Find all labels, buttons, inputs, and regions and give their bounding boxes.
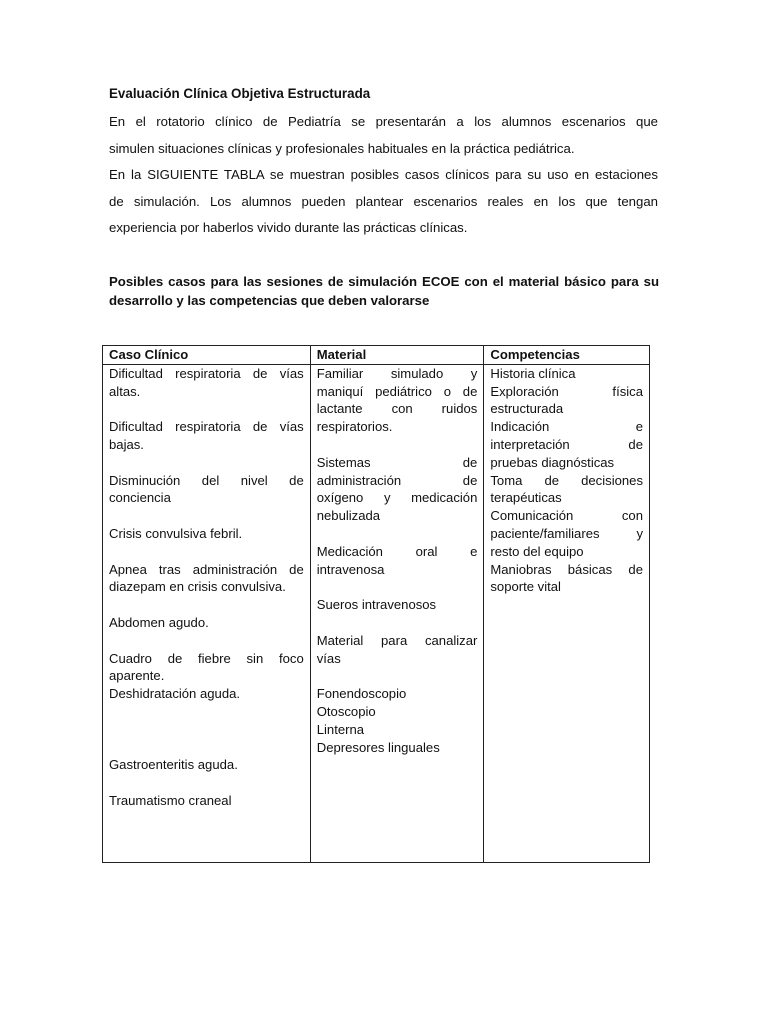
competencia-line: paciente/familiares y [490, 525, 643, 541]
competencia-line: interpretación de [490, 436, 643, 452]
material-line: lactante con ruidos [316, 401, 478, 417]
competencia-line: soporte vital [490, 579, 561, 595]
caso-line: aparente. [109, 668, 165, 684]
cases-table [102, 345, 650, 863]
table-row [103, 364, 650, 862]
caso-line: Dificultad respiratoria de vías [109, 365, 304, 381]
paragraph-line: En la SIGUIENTE TABLA se muestran posibles casos clínicos para su uso en estaciones [109, 167, 658, 182]
material-line: Linterna [316, 721, 365, 737]
competencia-line: Maniobras básicas de [490, 561, 643, 577]
section-heading [109, 272, 659, 310]
intro-paragraph-2 [109, 162, 658, 242]
competencia-line: resto del equipo [490, 543, 584, 559]
document-title: Evaluación Clínica Objetiva Estructurada [109, 86, 371, 101]
section-heading-line: desarrollo y las competencias que deben valorarse [109, 293, 430, 308]
competencia-line: Exploración física [490, 383, 643, 399]
material-line: administración de [316, 472, 478, 488]
material-line: Otoscopio [316, 703, 376, 719]
header-caso-clinico: Caso Clínico [103, 346, 311, 365]
caso-line: Abdomen agudo. [109, 614, 209, 630]
material-line: vías [316, 650, 341, 666]
paragraph-line: de simulación. Los alumnos pueden plantear escenarios reales en los que tengan [109, 193, 658, 209]
material-line: Familiar simulado y [316, 365, 478, 381]
caso-line: Crisis convulsiva febril. [109, 525, 243, 541]
material-line: Medicación oral e [316, 543, 478, 559]
caso-line: Apnea tras administración de [109, 561, 304, 577]
caso-line: diazepam en crisis convulsiva. [109, 579, 286, 595]
section-heading-line: Posibles casos para las sesiones de simulación ECOE con el material básico para su [109, 274, 659, 289]
caso-line: Disminución del nivel de [109, 472, 304, 488]
caso-line: altas. [109, 383, 141, 399]
header-competencias: Competencias [484, 346, 650, 365]
caso-line: Dificultad respiratoria de vías [109, 419, 304, 435]
paragraph-line: simulen situaciones clínicas y profesionales habituales en la práctica pediátrica. [109, 140, 575, 156]
competencia-line: terapéuticas [490, 490, 562, 506]
paragraph-line: En el rotatorio clínico de Pediatría se presentarán a los alumnos escenarios que [109, 114, 658, 129]
caso-line: Deshidratación aguda. [109, 686, 241, 702]
material-line: oxígeno y medicación [316, 490, 478, 506]
header-material: Material [310, 346, 484, 365]
material-line: Sueros intravenosos [316, 597, 437, 613]
table-header-row [103, 346, 650, 365]
caso-line: conciencia [109, 490, 171, 506]
paragraph-line: experiencia por haberlos vivido durante las prácticas clínicas. [109, 220, 468, 235]
caso-line: Gastroenteritis aguda. [109, 757, 238, 773]
caso-line: bajas. [109, 436, 144, 452]
material-line: Depresores linguales [316, 739, 440, 755]
competencia-line: Indicación e [490, 419, 643, 435]
material-line: intravenosa [316, 561, 385, 577]
material-line: maniquí pediátrico o de [316, 383, 478, 399]
casos-cell [103, 364, 311, 862]
caso-line: Cuadro de fiebre sin foco [109, 650, 304, 666]
material-line: Material para canalizar [316, 632, 478, 648]
material-line: respiratorios. [316, 419, 393, 435]
material-cell [310, 364, 484, 862]
competencia-line: pruebas diagnósticas [490, 454, 615, 470]
material-line: Sistemas de [316, 454, 478, 470]
material-line: nebulizada [316, 508, 381, 524]
competencia-line: Comunicación con [490, 508, 643, 524]
competencias-cell [484, 364, 650, 862]
material-line: Fonendoscopio [316, 686, 407, 702]
caso-line: Traumatismo craneal [109, 792, 232, 808]
competencia-line: Toma de decisiones [490, 472, 643, 488]
intro-paragraph-1 [109, 109, 658, 162]
competencia-line: estructurada [490, 401, 564, 417]
competencia-line: Historia clínica [490, 365, 576, 381]
